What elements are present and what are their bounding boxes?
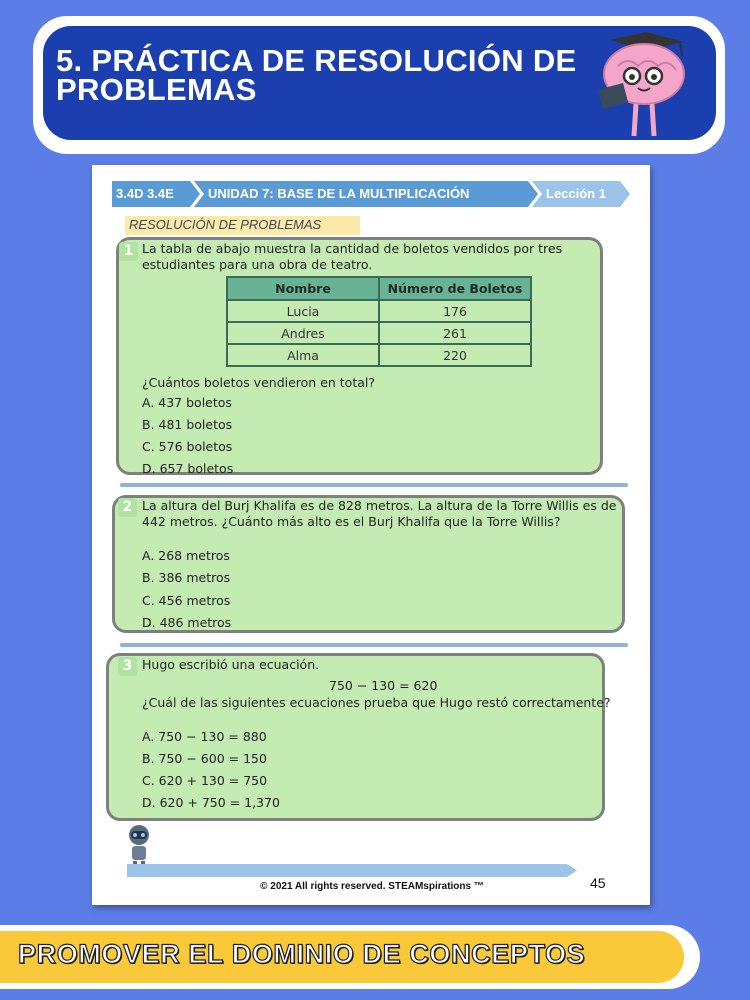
table-cell: Lucia xyxy=(227,300,379,322)
table-row xyxy=(227,344,531,366)
divider xyxy=(120,483,628,487)
brain-mascot-icon xyxy=(588,26,698,142)
answer-option[interactable]: B. 750 − 600 = 150 xyxy=(142,751,267,766)
page-number: 45 xyxy=(590,875,606,891)
answer-option[interactable]: D. 657 boletos xyxy=(142,461,234,476)
answer-option[interactable]: B. 386 metros xyxy=(142,570,231,585)
question-1-number: 1 xyxy=(119,242,138,261)
bottom-banner-text: PROMOVER EL DOMINIO DE CONCEPTOS xyxy=(18,939,586,969)
divider xyxy=(120,643,628,647)
unit-title: UNIDAD 7: BASE DE LA MULTIPLICACIÓN xyxy=(208,186,470,201)
answer-option[interactable]: D. 486 metros xyxy=(142,615,232,630)
section-heading: RESOLUCIÓN DE PROBLEMAS xyxy=(125,216,360,235)
question-3-number: 3 xyxy=(118,657,137,676)
question-1-prompt: ¿Cuántos boletos vendieron en total? xyxy=(142,375,376,390)
table-cell: 220 xyxy=(379,344,531,366)
question-3-prompt: ¿Cuál de las siguientes ecuaciones prueba que Hugo restó correctamente? xyxy=(142,695,611,710)
table-cell: 176 xyxy=(379,300,531,322)
answer-option[interactable]: B. 481 boletos xyxy=(142,417,233,432)
answer-option[interactable]: C. 576 boletos xyxy=(142,439,233,454)
answer-option[interactable]: A. 437 boletos xyxy=(142,395,232,410)
table-cell: Alma xyxy=(227,344,379,366)
lesson-header-bar xyxy=(112,181,632,207)
answer-option[interactable]: C. 456 metros xyxy=(142,593,231,608)
question-1-text: La tabla de abajo muestra la cantidad de boletos vendidos por tres estudiantes para una obra de teatro. xyxy=(142,241,563,272)
table-header-row xyxy=(227,277,531,300)
column-header: Nombre xyxy=(227,277,379,300)
answer-option[interactable]: A. 268 metros xyxy=(142,548,230,563)
table-row xyxy=(227,322,531,344)
column-header: Número de Boletos xyxy=(379,277,531,300)
question-2-text: La altura del Burj Khalifa es de 828 metros. La altura de la Torre Willis es de 442 metros. ¿Cuánto más alto es el Burj Khalifa que la Torre Willis? xyxy=(142,498,617,529)
equation: 750 − 130 = 620 xyxy=(329,678,438,693)
table-cell: Andres xyxy=(227,322,379,344)
answer-option[interactable]: A. 750 − 130 = 880 xyxy=(142,729,267,744)
table-row xyxy=(227,300,531,322)
page-title: 5. PRÁCTICA DE RESOLUCIÓN DE PROBLEMAS xyxy=(56,43,577,107)
answer-option[interactable]: D. 620 + 750 = 1,370 xyxy=(142,795,280,810)
worksheet-page xyxy=(92,165,650,905)
footer-bar xyxy=(127,864,577,877)
lesson-label: Lección 1 xyxy=(546,186,606,201)
question-3-text: Hugo escribió una ecuación. xyxy=(142,657,320,672)
question-2-number: 2 xyxy=(118,498,137,517)
tickets-table xyxy=(226,276,532,367)
table-cell: 261 xyxy=(379,322,531,344)
standards-label: 3.4D 3.4E xyxy=(116,186,174,201)
copyright-text: © 2021 All rights reserved. STEAMspirations ™ xyxy=(260,881,484,892)
answer-option[interactable]: C. 620 + 130 = 750 xyxy=(142,773,268,788)
